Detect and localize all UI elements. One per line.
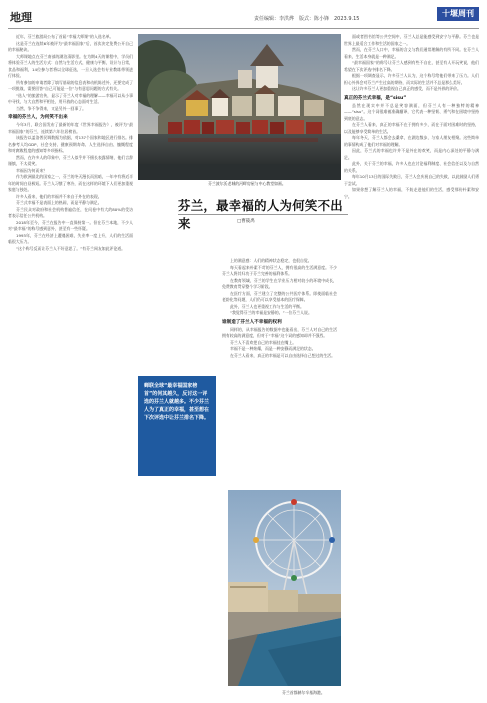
photo-porvoo-illustration	[138, 34, 341, 180]
paragraph: 根据一项调查显示，许多芬兰人认为，这个称号给他们带来了压力。人们担心外界会对芬兰产生过高的期待，而实际的生活并不总是那么美好。	[344, 73, 479, 85]
paragraph: 这让许多芬兰人更加重视自己真正的感受，而不是外界的评价。	[352, 86, 461, 91]
paragraph: “最幸福国家”的称号让芬兰人感到有些不自在，甚至有人开玩笑说，他们希望在下次评选中排名下降。	[344, 60, 479, 72]
paragraph: 1993年，芬兰在经济上遭遇困难，失业率一度上升，人们的生活面临很大压力。	[8, 232, 133, 244]
subheading: 谁制造了芬兰人不幸福的权利	[222, 319, 282, 325]
paragraph: 该报告以盖洛普民调数据为依据，对137个国家和地区进行排名。排名参考人均GDP、社会支持、健康预期寿命、人生选择自由、慷慨程度和对腐败程度的感知等多项指标。	[8, 135, 133, 153]
photo-caption-top: 芬兰波尔沃老城的河畔房屋与中心教堂如画。	[208, 181, 286, 186]
paragraph: 此外，芬兰人也更重视工作与生活的平衡。	[230, 303, 304, 309]
photo-caption-bottom: 芬兰首都赫尔辛基海港。	[282, 690, 325, 695]
newspaper-logo: 十堰周刊	[437, 7, 479, 21]
paragraph: 然而，在芬兰人口中，幸福的含义与我们通常理解的有所不同。在芬兰人看来，生活本身就是一种满足。	[344, 47, 479, 59]
paragraph: 在医疗方面，芬兰建立了完整的公共医疗体系。即使面临社会老龄化等问题，人们仍可以享受基本的医疗保障。	[222, 290, 337, 302]
paragraph: 2018年至今，芬兰在报告中一直保持第一。但在芬兰本地，不少人对“最幸福”的称号感到意外，甚至有一些怀疑。	[8, 219, 133, 231]
paragraph: “选人”的旅游宣传，显示了芬兰人对幸福的理解——幸福可以从小事中寻找，与大自然和平相处，用开放的心态面对生活。	[8, 92, 133, 104]
paragraph: 因此，芬兰式的幸福也许并不是外在的欢笑，而是内心深处的平静与满足。	[344, 148, 479, 160]
paragraph: 虽然在现实中并不总是笑容满面，但芬兰人有一种独特的精神——“sisu”。这个词很难被准确翻译，它代表一种坚韧、勇气和在困境中坚持到底的意志。	[344, 102, 479, 121]
pull-quote-box	[138, 376, 216, 476]
article-column-1	[8, 34, 133, 700]
page-header	[8, 6, 479, 29]
paragraph: 幸福不是一种炫耀，而是一种安静而满足的状态。	[230, 346, 316, 351]
paragraph: 幸福因为何而来？	[16, 167, 48, 173]
photo-harbour-illustration	[228, 490, 341, 686]
paragraph: 芬兰式幸福不是表面上的热闹，而是平静与满足。	[16, 200, 102, 205]
paragraph: 近年，芬兰旅游局公布了首届“幸福大师课”的入选名单。	[16, 34, 114, 39]
paragraph: 大师课地点在芬兰南部的湖泊清影里。在为期4天的课程中，学员们将体验芬兰人的生活方式：自然与生活方式，健康与平衡，设计与日常，食品和福利，14位参与者将以全球征选，一旦入选会有专业教练带领进行体验。	[8, 53, 133, 78]
paragraph: 作为欧洲最北的国家之一，芬兰的冬天漫长而黑暗，一年中有将近半年的时间白昼极短。芬兰人习惯了寒冷，而在这样的环境下人们更加重视家庭与独处。	[8, 174, 133, 192]
photo-helsinki-harbour	[228, 490, 341, 686]
paragraph: 每年10月13日的国际失败日，芬兰人会庆祝自己的失败，以此鼓励人们勇于尝试。	[344, 174, 479, 186]
subheading: 真正的芬兰式幸福，是“sisu”	[344, 95, 407, 101]
paragraph: 面或者图书馆等公共空间中，芬兰人总是能感受到安宁与平静。芬兰也是世界上最适合工作和生活的国家之一。	[344, 34, 479, 46]
paragraph: “我觉得芬兰的幸福是安静的。”一位芬兰人说。	[230, 310, 312, 315]
paragraph: 在芬兰人看来，真正的幸福是可以自由选择自己想过的生活。	[230, 352, 336, 358]
paragraph: 如果你想了解芬兰人的幸福，不妨走进他们的生活，感受那份朴素和安宁。	[344, 187, 479, 199]
paragraph: 所有参加的申请者除了填写基础的信息表和动机陈述外，还要完成了一项挑战，需要回答“自己可能是一位”与有意思问题的方式有关。	[8, 79, 133, 91]
paragraph: 今年3月，联合国发布了最新的年度《世界幸福报告》，被评为“最幸福国家”的芬兰，连续第六年位居榜首。	[8, 122, 133, 134]
paragraph: 芬兰人不喜欢把自己的幸福挂在嘴上。	[230, 339, 297, 345]
paragraph: “这个称号反而让芬兰人不好意思了。”有芬兰网友如此评论道。	[16, 245, 126, 251]
paragraph: 然而，在许多人的印象中，芬兰人似乎并不擅长表露情绪，他们言辞谨慎，不太爱笑。	[8, 154, 133, 166]
paragraph: 许多人看来，他们的幸福并不来自于外在的表现。	[16, 193, 102, 199]
paragraph: 芬兰民众对政府和社会机构普遍信任，在问卷中有大约80%的受访者表示信任公共机构。	[8, 206, 133, 218]
paragraph: 在教育领域，芬兰的学生在学业压力相对较小的环境中成长，免费教育贯穿整个学习阶段。	[222, 277, 337, 289]
subheading: 幸福的芬兰人，为何笑不出来	[8, 115, 68, 120]
section-title: 地理	[10, 11, 32, 24]
editor-credits: 责任编辑：李洪烨 版式：陈小锋 2023.9.15	[254, 16, 360, 22]
article-title: 芬兰，最幸福的人为何笑不出来	[178, 198, 343, 231]
paragraph: 每天看起来朴素不苛的芬兰人，拥有很高的生活满意度。不少芬兰人将其归功于芬兰完善的福利体系。	[222, 264, 337, 276]
paragraph: 上的满意感：人们的精神状态稳定，也很自觉。	[230, 258, 312, 263]
title-divider	[178, 214, 348, 215]
paragraph: 这是芬兰在连续6年被评为“最幸福国家”后，首次决定免费公开自己的幸福秘诀。	[8, 40, 133, 52]
paragraph: 每年冬天，芬兰人都会去桑拿，在湖边散步，与家人朋友相聚。这些简单的事情构成了他们对幸福的理解。	[344, 135, 479, 147]
paragraph: 同样的，从幸福报告的数据中也能看出，芬兰人对自己的生活拥有较高的满意度，但对于“幸福”这个词的感知却并不强烈。	[222, 326, 337, 338]
paragraph: 此外，关于芬兰的幸福，许多人也在讨论福利制度、社会信任以及与自然的关系。	[344, 161, 479, 173]
paragraph: 在芬兰人看来，真正的幸福不在于拥有多少，而在于面对困难时的坚持，以及能够享受简单的生活。	[344, 122, 479, 134]
paragraph: 当然，争不争得来，又是另外一回事了。	[16, 105, 87, 111]
article-column-3	[344, 34, 479, 700]
article-byline: □曹筱禹	[237, 219, 255, 224]
pull-quote-text: 蝉联全球“最幸福国家榜首”的何其越久，反讨这一评选的芬兰人就越多。不少芬兰人为了真正的幸福，甚至想在下次评选中让芬兰排名下降。	[144, 383, 210, 421]
photo-porvoo-old-town	[138, 34, 341, 180]
